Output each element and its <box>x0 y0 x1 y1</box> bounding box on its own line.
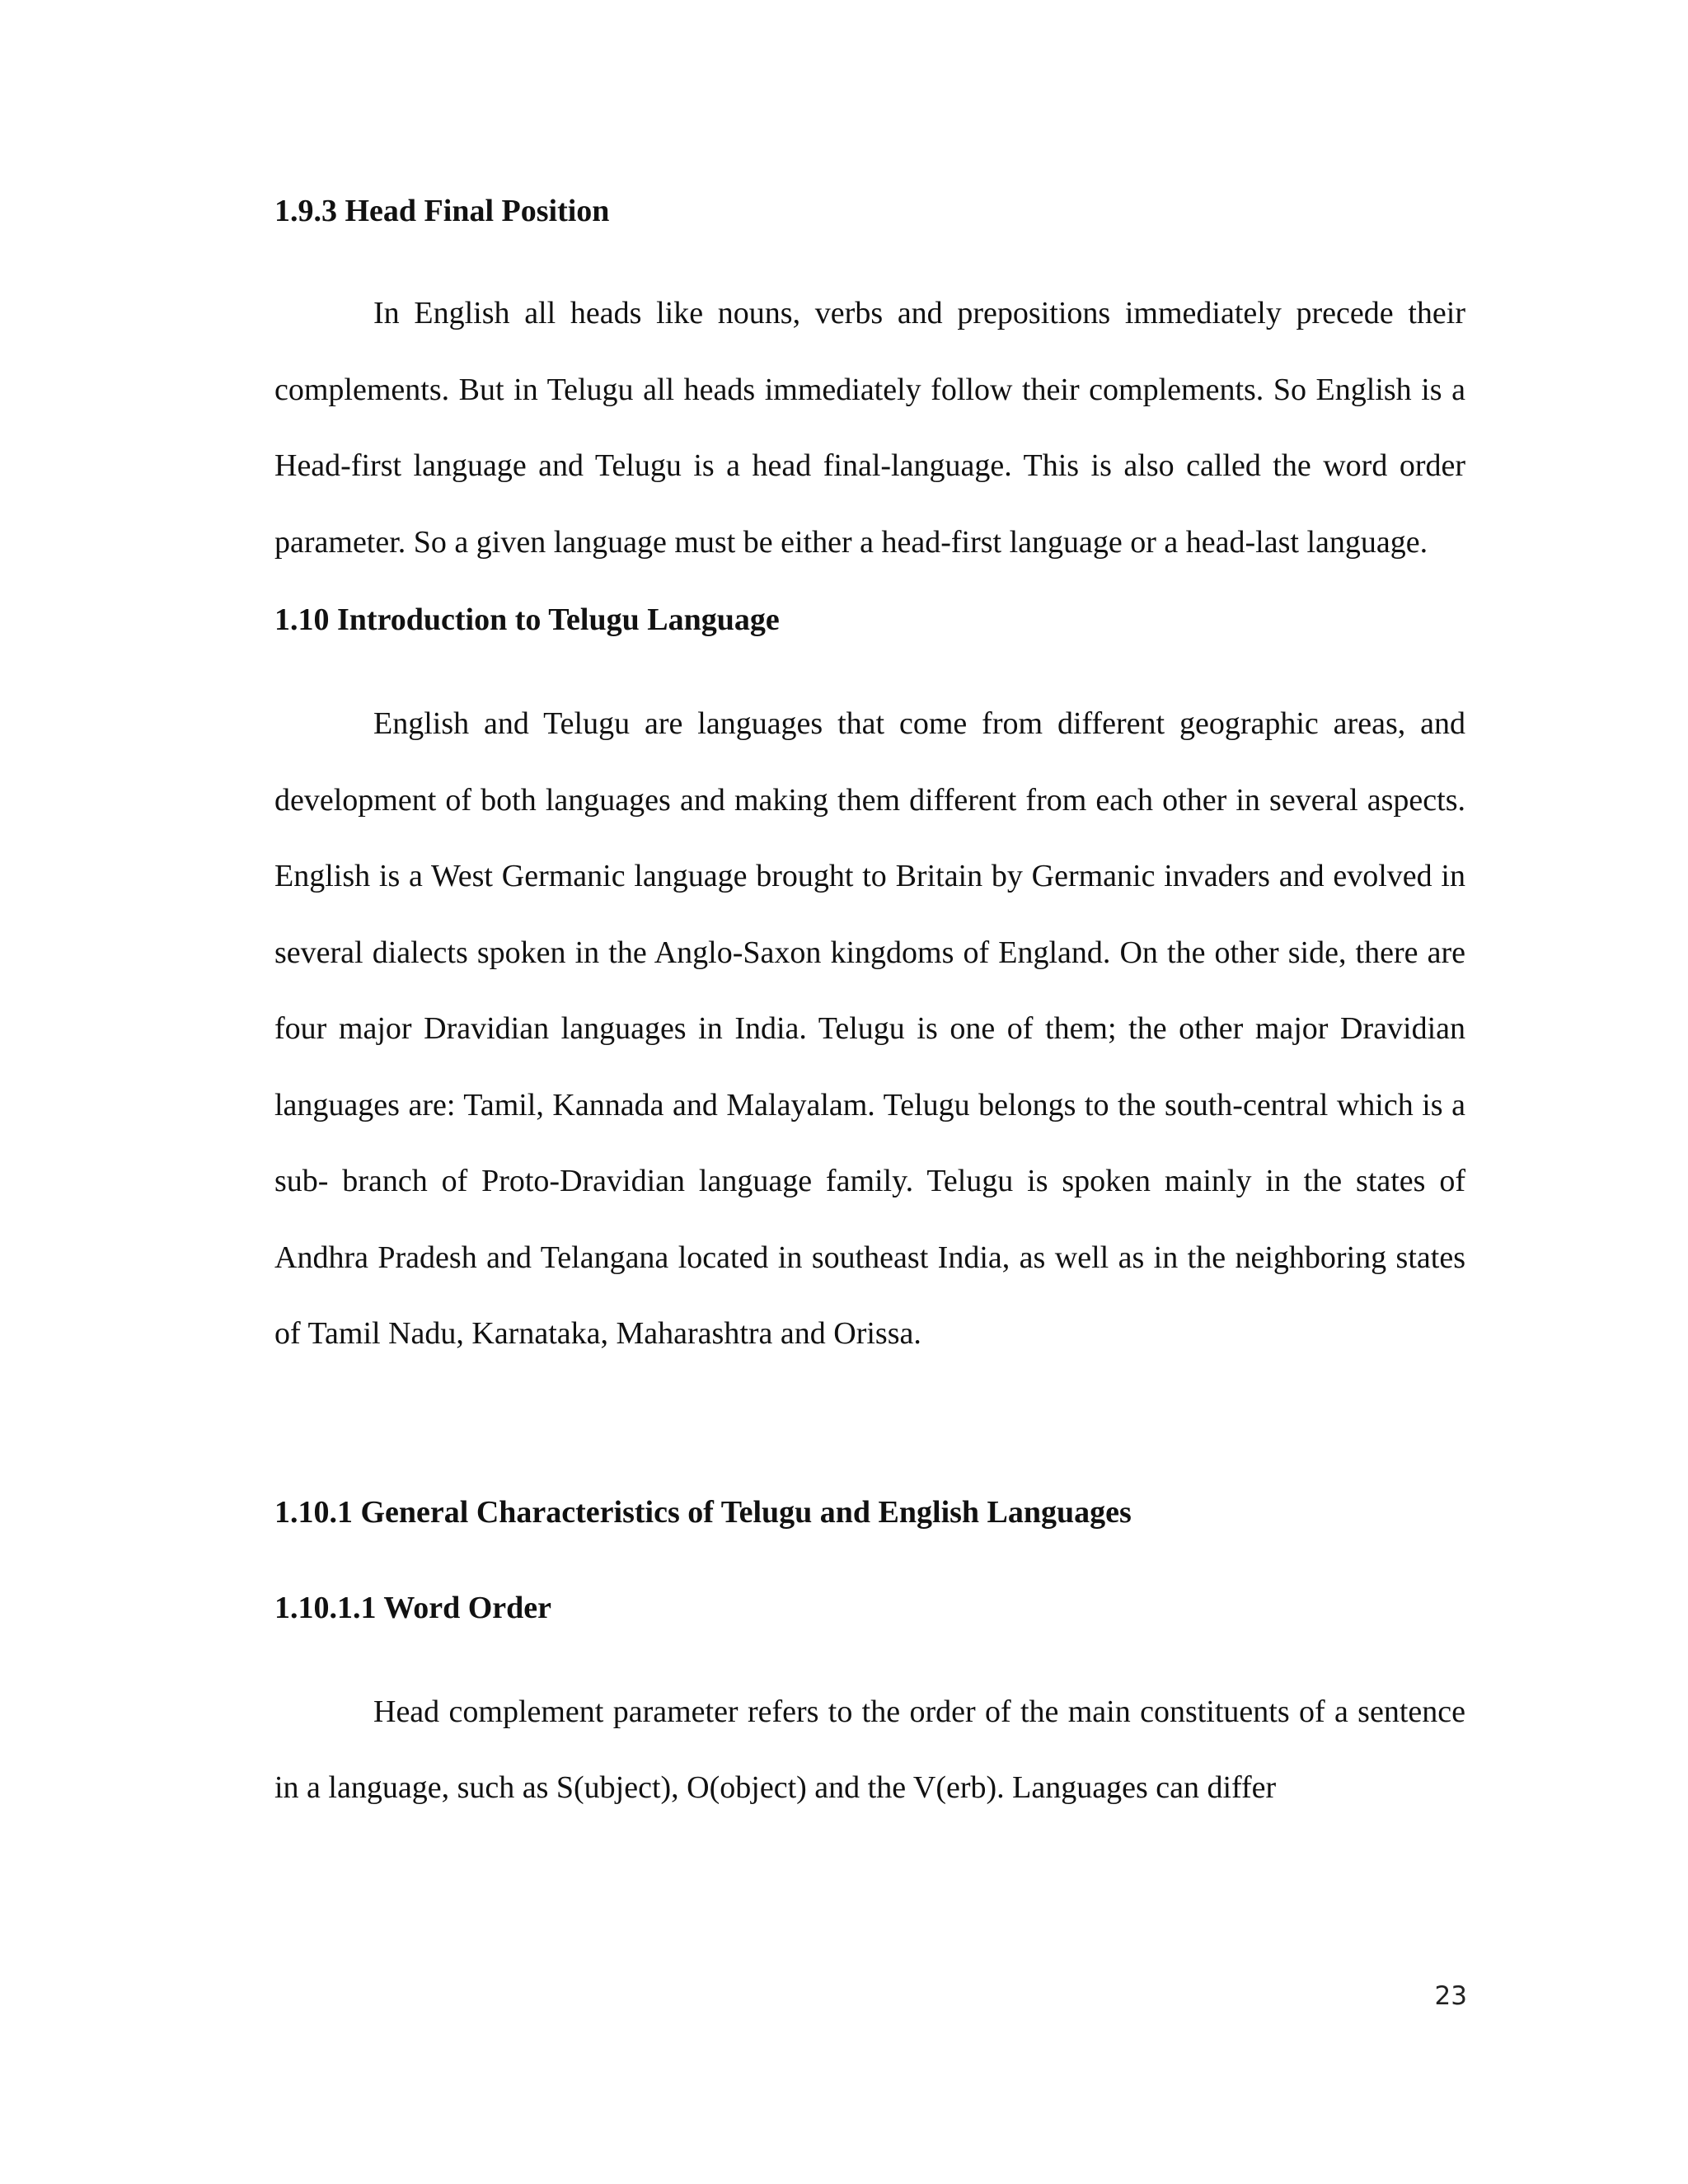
section-heading-1-10: 1.10 Introduction to Telugu Language <box>274 602 780 637</box>
section-paragraph-telugu-intro: English and Telugu are languages that come from different geographic areas, and development of both languages and making them different from each other in several aspects. English is a West Germanic language brought to Britain by Germanic invaders and evolved in several dialects spoken in the Anglo-Saxon kingdoms of England. On the other side, there are four major Dravidian languages in India. Telugu is one of them; the other major Dravidian languages are: Tamil, Kannada and Malayalam. Telugu belongs to the south-central which is a sub- branch of Proto-Dravidian language family. Telugu is spoken mainly in the states of Andhra Pradesh and Telangana located in southeast India, as well as in the neighboring states of Tamil Nadu, Karnataka, Maharashtra and Orissa. <box>274 706 1465 1351</box>
section-heading-1-10-1: 1.10.1 General Characteristics of Telugu and English Languages <box>274 1494 1132 1530</box>
section-paragraph-word-order: Head complement parameter refers to the order of the main constituents of a sentence in a language, such as S(ubject), O(object) and the V(erb). Languages can differ <box>274 1694 1465 1805</box>
section-heading-1-9-3: 1.9.3 Head Final Position <box>274 194 610 228</box>
page-content <box>274 186 1465 1826</box>
page-number: 23 <box>1434 1981 1467 2011</box>
section-paragraph-head-final: In English all heads like nouns, verbs and prepositions immediately precede their complements. But in Telugu all heads immediately follow their complements. So English is a Head-first language and Telugu is a head final-language. This is also called the word order parameter. So a given language must be either a head-first language or a head-last language. <box>274 296 1465 560</box>
section-heading-1-10-1-1: 1.10.1.1 Word Order <box>274 1590 552 1625</box>
